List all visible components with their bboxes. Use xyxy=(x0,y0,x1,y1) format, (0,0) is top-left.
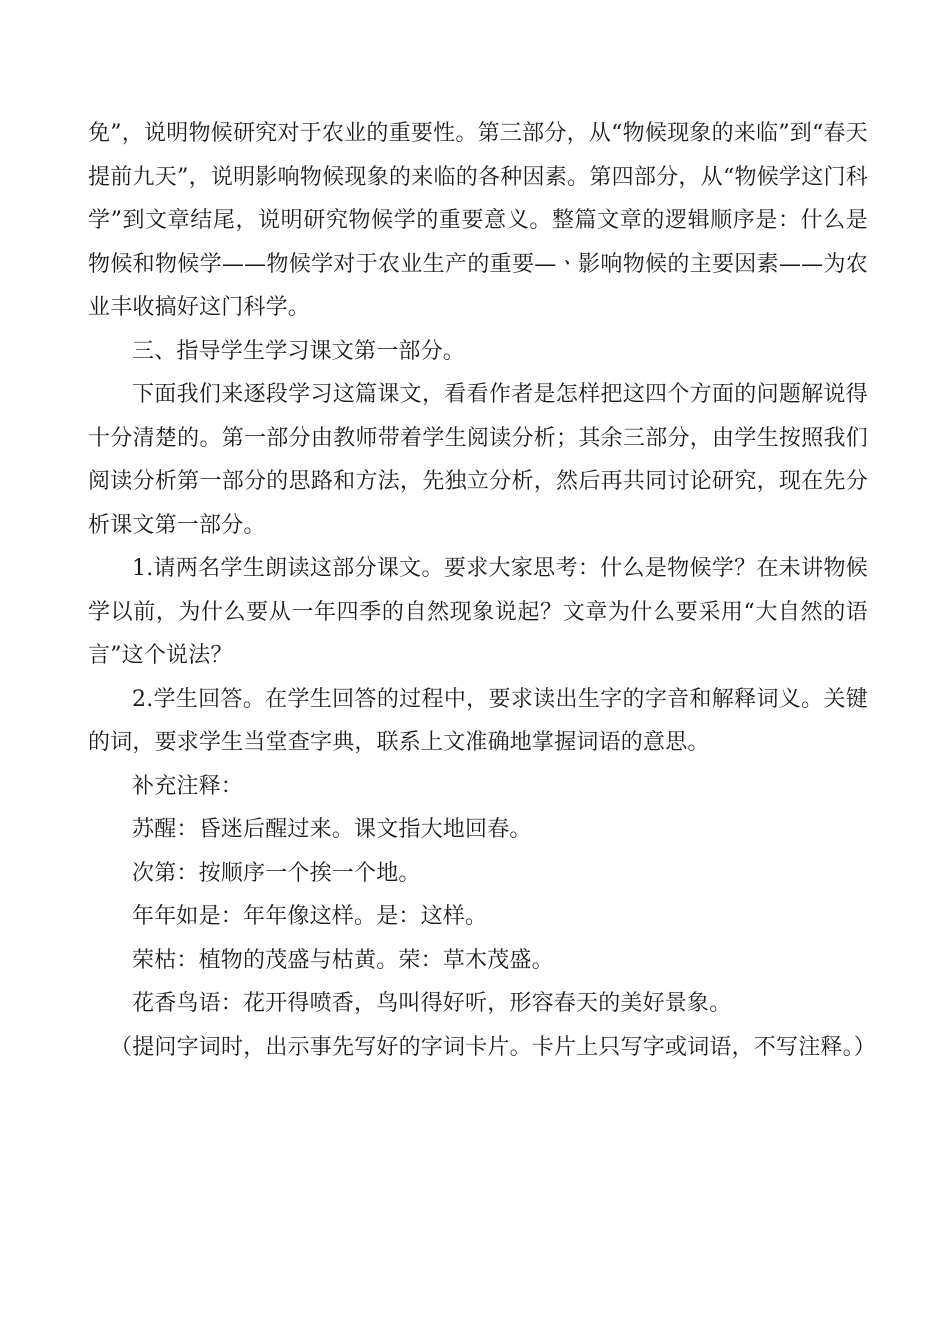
note-item: 年年如是：年年像这样。是：这样。 xyxy=(132,904,488,929)
note-item: 苏醒：昏迷后醒过来。课文指大地回春。 xyxy=(132,817,532,842)
note-item: 荣枯：植物的茂盛与枯黄。荣：草木茂盛。 xyxy=(132,947,554,973)
note-item: 花香鸟语：花开得喷香，鸟叫得好听，形容春天的美好景象。 xyxy=(132,991,732,1016)
step-two-paragraph: 2.学生回答。在学生回答的过程中，要求读出生字的字音和解释词义。关键的词，要求学生当堂查字典，联系上文准确地掌握词语的意思。 xyxy=(88,686,868,755)
note-item: 次第：按顺序一个挨一个地。 xyxy=(132,860,421,886)
paragraph-continuation: 免”，说明物候研究对于农业的重要性。第三部分，从“物候现象的来临”到“春天提前九天”，说明影响物候现象的来临的各种因素。第四部分，从“物候学这门科学”到文章结尾，说明研究物候学的重要意义。整篇文章的逻辑顺序是：什么是物候和物候学——物候学对于农业生产的重要—ㆍ影响物候的主要因素——为农业丰收搞好这门科学。 xyxy=(88,121,868,320)
notes-heading: 补充注释： xyxy=(132,773,244,799)
teaching-note: （提问字词时，出示事先写好的字词卡片。卡片上只写字或词语，不写注释。） xyxy=(110,1034,877,1060)
step-one-paragraph: 1.请两名学生朗读这部分课文。要求大家思考：什么是物候学？在未讲物候学以前，为什么要从一年四季的自然现象说起？文章为什么要采用“大自然的语言”这个说法？ xyxy=(88,556,868,668)
document-page xyxy=(88,112,877,1069)
paragraph-intro: 下面我们来逐段学习这篇课文，看看作者是怎样把这四个方面的问题解说得十分清楚的。第一部分由教师带着学生阅读分析；其余三部分，由学生按照我们阅读分析第一部分的思路和方法，先独立分析，然后再共同讨论研究，现在先分析课文第一部分。 xyxy=(88,382,868,538)
section-heading: 三、指导学生学习课文第一部分。 xyxy=(132,338,466,364)
